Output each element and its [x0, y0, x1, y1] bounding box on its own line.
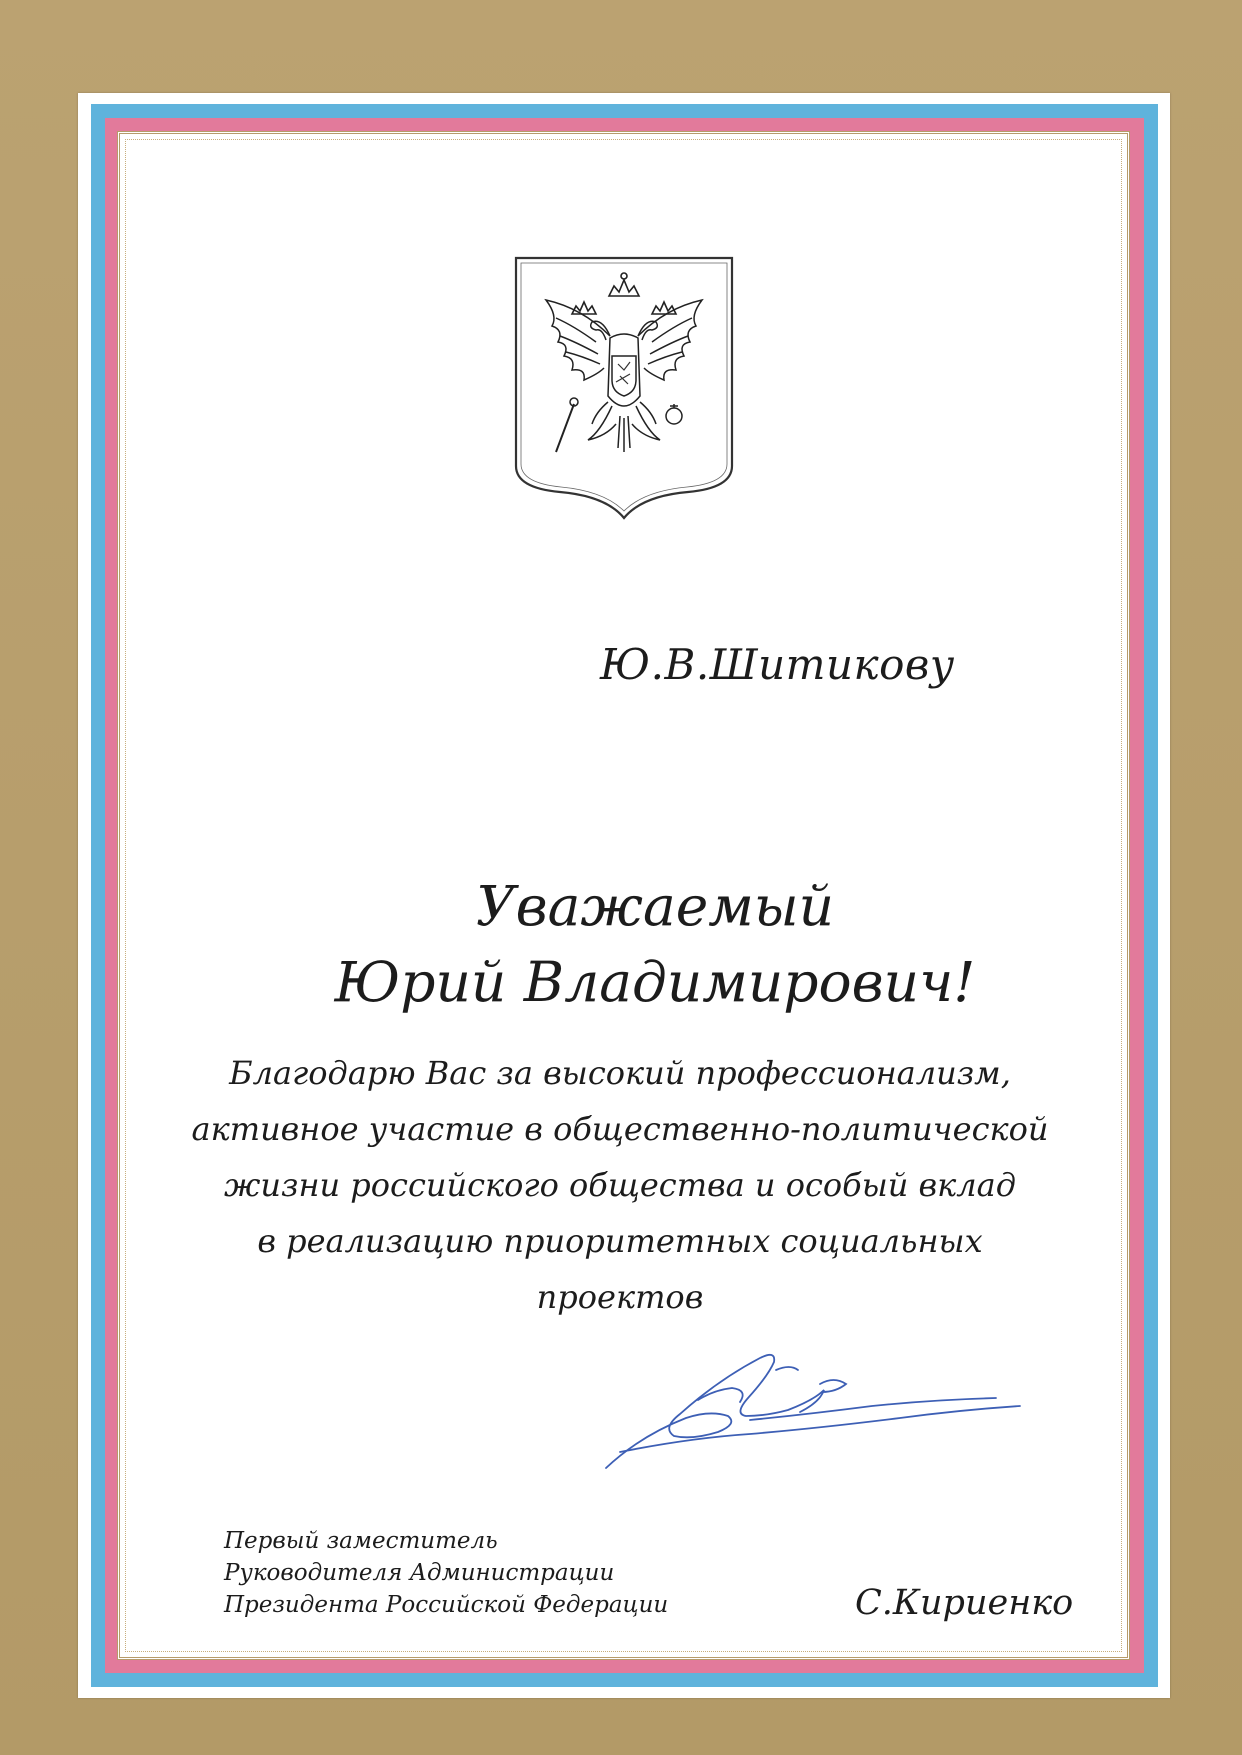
position-line: Президента Российской Федерации — [224, 1592, 669, 1618]
letter-body — [180, 1045, 1060, 1325]
coat-of-arms-icon — [512, 256, 736, 520]
position-line: Руководителя Администрации — [224, 1560, 615, 1586]
salutation-line: Юрий Владимирович! — [334, 950, 976, 1014]
body-line: активное участие в общественно-политической — [191, 1110, 1049, 1148]
addressee-name: Ю.В.Шитикову — [600, 640, 955, 689]
salutation-line: Уважаемый — [475, 874, 835, 938]
handwritten-signature-icon — [600, 1340, 1030, 1470]
body-line: проектов — [536, 1278, 704, 1316]
salutation — [180, 868, 1130, 1020]
signer-name: С.Кириенко — [855, 1583, 1074, 1623]
signer-position — [224, 1525, 744, 1621]
position-line: Первый заместитель — [224, 1528, 498, 1554]
body-line: Благодарю Вас за высокий профессионализм, — [229, 1054, 1011, 1092]
body-line: в реализацию приоритетных социальных — [257, 1222, 983, 1260]
body-line: жизни российского общества и особый вклад — [224, 1166, 1016, 1204]
